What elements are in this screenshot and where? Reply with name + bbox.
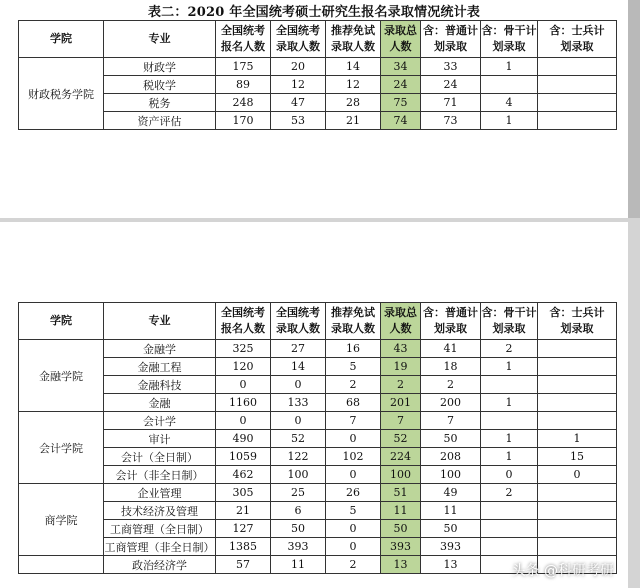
value-cell: 89 (216, 76, 271, 94)
value-cell: 305 (216, 484, 271, 502)
table-row (19, 502, 617, 520)
column-header: 专业 (104, 303, 216, 340)
table-row (19, 466, 617, 484)
table-row (19, 376, 617, 394)
value-cell: 12 (271, 76, 326, 94)
value-cell: 224 (381, 448, 421, 466)
value-cell (481, 538, 538, 556)
value-cell: 0 (481, 466, 538, 484)
value-cell: 74 (381, 112, 421, 130)
column-header: 全国统考 报名人数 (216, 21, 271, 58)
value-cell: 7 (326, 412, 381, 430)
value-cell: 16 (326, 340, 381, 358)
value-cell (481, 76, 538, 94)
value-cell: 0 (538, 466, 617, 484)
value-cell: 1160 (216, 394, 271, 412)
value-cell: 19 (381, 358, 421, 376)
value-cell: 43 (381, 340, 421, 358)
college-cell (19, 556, 104, 574)
value-cell: 6 (271, 502, 326, 520)
value-cell: 0 (326, 538, 381, 556)
value-cell: 2 (481, 484, 538, 502)
value-cell: 14 (326, 58, 381, 76)
value-cell: 21 (216, 502, 271, 520)
value-cell: 12 (326, 76, 381, 94)
table-row (19, 520, 617, 538)
value-cell: 200 (421, 394, 481, 412)
value-cell: 15 (538, 448, 617, 466)
value-cell: 2 (381, 376, 421, 394)
value-cell: 11 (381, 502, 421, 520)
value-cell: 33 (421, 58, 481, 76)
table-row (19, 484, 617, 502)
table-body (19, 58, 617, 130)
value-cell: 52 (271, 430, 326, 448)
value-cell: 201 (381, 394, 421, 412)
column-header: 全国统考 录取人数 (271, 303, 326, 340)
major-cell: 财政学 (104, 58, 216, 76)
value-cell (538, 112, 617, 130)
value-cell: 11 (271, 556, 326, 574)
major-cell: 会计学 (104, 412, 216, 430)
value-cell: 325 (216, 340, 271, 358)
value-cell: 4 (481, 94, 538, 112)
major-cell: 审计 (104, 430, 216, 448)
column-header: 推荐免试 录取人数 (326, 21, 381, 58)
major-cell: 金融学 (104, 340, 216, 358)
value-cell (538, 58, 617, 76)
college-cell: 会计学院 (19, 412, 104, 484)
value-cell: 462 (216, 466, 271, 484)
page-2 (0, 222, 628, 588)
major-cell: 企业管理 (104, 484, 216, 502)
major-cell: 工商管理（全日制） (104, 520, 216, 538)
value-cell: 27 (271, 340, 326, 358)
value-cell: 0 (326, 520, 381, 538)
value-cell: 47 (271, 94, 326, 112)
major-cell: 技术经济及管理 (104, 502, 216, 520)
value-cell: 1 (481, 394, 538, 412)
value-cell (538, 538, 617, 556)
value-cell (538, 520, 617, 538)
value-cell: 24 (421, 76, 481, 94)
value-cell: 393 (271, 538, 326, 556)
value-cell: 0 (271, 412, 326, 430)
value-cell: 41 (421, 340, 481, 358)
value-cell: 57 (216, 556, 271, 574)
value-cell: 122 (271, 448, 326, 466)
value-cell: 0 (271, 376, 326, 394)
major-cell: 会计（全日制） (104, 448, 216, 466)
value-cell: 170 (216, 112, 271, 130)
column-header: 全国统考 报名人数 (216, 303, 271, 340)
table-row (19, 112, 617, 130)
value-cell: 75 (381, 94, 421, 112)
value-cell: 50 (421, 520, 481, 538)
value-cell: 52 (381, 430, 421, 448)
value-cell: 14 (271, 358, 326, 376)
value-cell (538, 376, 617, 394)
column-header: 录取总 人数 (381, 21, 421, 58)
value-cell: 127 (216, 520, 271, 538)
value-cell: 11 (421, 502, 481, 520)
table-row (19, 358, 617, 376)
table-row (19, 430, 617, 448)
major-cell: 会计（非全日制） (104, 466, 216, 484)
value-cell (481, 412, 538, 430)
value-cell: 1 (481, 430, 538, 448)
value-cell: 248 (216, 94, 271, 112)
value-cell: 175 (216, 58, 271, 76)
watermark: 头条 @科研考研 (511, 563, 614, 579)
value-cell: 100 (381, 466, 421, 484)
table-row (19, 340, 617, 358)
table-header-row (19, 303, 617, 340)
value-cell: 26 (326, 484, 381, 502)
value-cell (538, 412, 617, 430)
column-header: 含：普通计 划录取 (421, 21, 481, 58)
column-header: 录取总 人数 (381, 303, 421, 340)
table-row (19, 76, 617, 94)
value-cell: 2 (421, 376, 481, 394)
admission-table-1 (18, 20, 617, 130)
table-row (19, 94, 617, 112)
value-cell: 0 (326, 430, 381, 448)
column-header: 推荐免试 录取人数 (326, 303, 381, 340)
major-cell: 税收学 (104, 76, 216, 94)
value-cell (538, 340, 617, 358)
college-cell: 财政税务学院 (19, 58, 104, 130)
table-row (19, 58, 617, 76)
major-cell: 资产评估 (104, 112, 216, 130)
value-cell: 1 (481, 58, 538, 76)
major-cell: 税务 (104, 94, 216, 112)
value-cell: 2 (326, 376, 381, 394)
column-header: 含：骨干计 划录取 (481, 21, 538, 58)
column-header: 含：普通计 划录取 (421, 303, 481, 340)
value-cell: 100 (271, 466, 326, 484)
value-cell: 7 (421, 412, 481, 430)
major-cell: 工商管理（非全日制） (104, 538, 216, 556)
table-row (19, 412, 617, 430)
value-cell (538, 94, 617, 112)
page-title: 表二：2020 年全国统考硕士研究生报名录取情况统计表 (147, 5, 481, 20)
value-cell: 0 (326, 466, 381, 484)
value-cell (538, 394, 617, 412)
value-cell: 73 (421, 112, 481, 130)
value-cell: 102 (326, 448, 381, 466)
value-cell (538, 76, 617, 94)
value-cell (481, 520, 538, 538)
value-cell: 393 (381, 538, 421, 556)
value-cell: 120 (216, 358, 271, 376)
value-cell: 393 (421, 538, 481, 556)
value-cell: 53 (271, 112, 326, 130)
value-cell: 50 (381, 520, 421, 538)
value-cell: 208 (421, 448, 481, 466)
column-header: 专业 (104, 21, 216, 58)
college-cell: 金融学院 (19, 340, 104, 412)
major-cell: 金融 (104, 394, 216, 412)
column-header: 学院 (19, 21, 104, 58)
value-cell: 34 (381, 58, 421, 76)
value-cell: 133 (271, 394, 326, 412)
column-header: 含：士兵计 划录取 (538, 303, 617, 340)
value-cell: 0 (216, 376, 271, 394)
value-cell (538, 484, 617, 502)
value-cell: 49 (421, 484, 481, 502)
page-shadow (628, 0, 640, 218)
value-cell: 18 (421, 358, 481, 376)
value-cell: 7 (381, 412, 421, 430)
major-cell: 金融工程 (104, 358, 216, 376)
value-cell (481, 502, 538, 520)
value-cell: 100 (421, 466, 481, 484)
value-cell: 1 (481, 112, 538, 130)
major-cell: 政治经济学 (104, 556, 216, 574)
column-header: 含：士兵计 划录取 (538, 21, 617, 58)
value-cell: 2 (481, 340, 538, 358)
value-cell: 68 (326, 394, 381, 412)
value-cell: 13 (421, 556, 481, 574)
value-cell: 28 (326, 94, 381, 112)
value-cell: 1 (538, 430, 617, 448)
value-cell (538, 502, 617, 520)
value-cell: 1385 (216, 538, 271, 556)
value-cell: 5 (326, 358, 381, 376)
major-cell: 金融科技 (104, 376, 216, 394)
college-cell: 商学院 (19, 484, 104, 556)
table-body (19, 340, 617, 574)
value-cell: 490 (216, 430, 271, 448)
value-cell: 1 (481, 358, 538, 376)
value-cell: 21 (326, 112, 381, 130)
value-cell: 13 (381, 556, 421, 574)
value-cell: 20 (271, 58, 326, 76)
value-cell (538, 358, 617, 376)
value-cell (481, 376, 538, 394)
value-cell: 1 (481, 448, 538, 466)
table-row (19, 448, 617, 466)
column-header: 含：骨干计 划录取 (481, 303, 538, 340)
column-header: 学院 (19, 303, 104, 340)
table-row (19, 394, 617, 412)
value-cell: 51 (381, 484, 421, 502)
value-cell: 50 (421, 430, 481, 448)
value-cell: 0 (216, 412, 271, 430)
value-cell: 24 (381, 76, 421, 94)
value-cell: 2 (326, 556, 381, 574)
value-cell: 25 (271, 484, 326, 502)
table-header-row (19, 21, 617, 58)
value-cell: 5 (326, 502, 381, 520)
value-cell: 1059 (216, 448, 271, 466)
column-header: 全国统考 录取人数 (271, 21, 326, 58)
value-cell: 50 (271, 520, 326, 538)
value-cell: 71 (421, 94, 481, 112)
table-row (19, 538, 617, 556)
page-1 (0, 0, 628, 218)
admission-table-2 (18, 302, 617, 574)
